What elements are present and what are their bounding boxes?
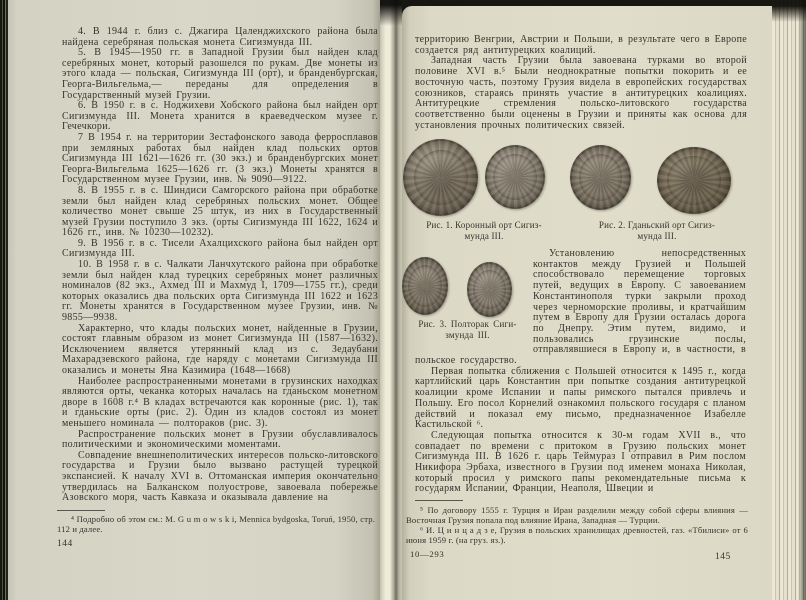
right-page — [402, 6, 772, 600]
page-number: 144 — [57, 539, 73, 549]
paragraph: 7 В 1954 г. на территории Зестафонского завода ферросплавов при земляных работах был найден клад польских ортов Сигизмунда III 1621—1626 гг. (30 экз.) и бранденбургских монет Георга-Вильгельма 1625—1626 гг. (3 экз.) Монеты хранятся в Государственном музее Грузии, инв. № 9090—9122. — [62, 131, 378, 186]
paragraph: 8. В 1955 г. в с. Шиндиси Самгорского района при обработке земли был найден клад серебряных польских монет. Общее количество монет свыше 25 штук, из них в Государственный музей Грузии поступило 3 экз. (орты Сигизмунда III 1622, 1624 и 1626 гг., инв. № 10230—10232). — [62, 184, 378, 239]
paragraph: Первая попытка сближения с Польшей относится к 1495 г., когда картлийский царь Константин при попытке создания антитурецкой коалиции кроме Испании и папы римского пытался привлечь и Польшу. Его посол Корнелий ознакомил польского государя с планом действий и показал ему письмо, предназначенное Изабелле Кастильской ⁶. — [415, 365, 746, 431]
footnote: ⁵ По договору 1555 г. Турция и Иран разделили между собой сферы влияния — Восточная Грузия попала под влияние Ирана, Западная — Турции. — [406, 505, 748, 525]
paragraph: Наиболее распространенными монетами в грузинских находках являются орты, чеканка которых началась на гданьском монетном дворе в 1608 г.⁴ В кладах встречаются как коронные (рис. 1), так и гданьские орты (рис. 2). Один из кладов состоял из монет меньшего номинала — полтораков (рис. 3). — [62, 375, 378, 429]
coin-photo-fig3-obverse — [402, 257, 448, 315]
coin-photo-fig3-reverse — [467, 262, 512, 317]
page-number: 145 — [715, 552, 731, 562]
book-right-page-edges — [772, 0, 806, 600]
coin-photo-fig2-obverse — [570, 145, 631, 210]
right-page-top-text-block — [415, 35, 747, 131]
footnote-separator-rule — [415, 500, 463, 501]
paragraph: Западная часть Грузии была завоевана турками во второй половине XVI в.⁵ Были неоднократные попытки покорить и ее восточную часть, поэтому Грузия видела в европейских государствах союзников, стараясь принять участие в антитурецких коалициях. Антитурецкие стремления польско-литовского государства соответственно были оценены в Грузии и приняты как основа для установления прочных политических связей. — [415, 55, 747, 131]
footnote: ⁴ Подробно об этом см.: M. G u m o w s k i, Mennica bydgoska, Toruń, 1950, стр. 112 и далее. — [57, 514, 375, 534]
book-binding-gutter — [378, 0, 402, 600]
paragraph: 4. В 1944 г. близ с. Джагира Цаленджихского района была найдена серебряная польская монета Сигизмунда III. — [62, 26, 378, 48]
paragraph: Установлению непосредственных контактов между Грузией и Польшей способствовало перемещение торговых путей, ведущих в Европу. С завоеванием Константинополя турки закрыли проход через черноморские проливы, и кратчайшим путем в Европу для Грузии осталась дорога по Днепру. Этим путем, видимо, и пользовались грузинские послы, отправлявшиеся в Европу и, в частности, в польское государство. — [415, 248, 746, 367]
figure-2-caption-line2: мунда III. — [637, 230, 677, 241]
left-page — [8, 0, 380, 600]
left-page-text-block — [62, 27, 378, 504]
figure-3 — [402, 249, 533, 349]
coin-photo-fig2-reverse — [657, 147, 731, 214]
paragraph: Распространение польских монет в Грузии обуславливалось политическими и экономическими моментами. — [62, 428, 378, 451]
right-page-mid-text-block — [402, 249, 748, 495]
figure-1-caption-line2: мунда III. — [464, 230, 504, 241]
paragraph: 5. В 1945—1950 гг. в Западной Грузии был найден клад серебряных монет, который разошелся по рукам. Две монеты из этого клада — польская, Сигизмунда III (орт), и бранденбургская, Георга-Вильгельма,— переданы для определения в Государственный музей Грузии. — [62, 47, 378, 101]
paragraph: Совпадение внешнеполитических интересов польско-литовского государства и Грузии было вызвано растущей турецкой экспансией. К началу XVI в. Оттоманская империя окончательно утвердилась на Балканском полуострове, завоевала побережье Азовского моря, часть Кавказа и оказывала давление на — [62, 449, 378, 504]
footnote: ⁶ И. Ц и н ц а д з е, Грузия в польских хранилищах древностей, газ. «Тбилиси» от 6 июня 1959 г. (на груз. яз.). — [406, 524, 748, 545]
coin-photo-fig1-obverse — [403, 139, 478, 216]
figure-3-caption — [402, 319, 533, 340]
footnotes-block — [406, 506, 748, 546]
figure-3-caption-line1: Рис. 3. Полторак Сиги- — [418, 319, 517, 329]
paragraph: 6. В 1950 г. в с. Ноджихеви Хобского района был найден орт Сигизмунда III. Монета хранится в краеведческом музее г. Гечечкори. — [62, 100, 378, 133]
paragraph: 9. В 1956 г. в с. Тисели Ахалцихского района был найден орт Сигизмунда III. — [62, 237, 378, 260]
paragraph: Следующая попытка относится к 30-м годам XVII в., что совпадает по времени с притоком в Грузию польских монет Сигизмунда III. В 1626 г. царь Теймураз I отправил в Рим послом Никифора Эрбаха, известного в Грузии под именем монаха Николая, который просил у римского папы рекомендательные письма к государям Испании, Франции, Неаполя, Швеции и — [415, 429, 746, 495]
figure-1-caption — [410, 220, 558, 241]
coin-photo-fig1-reverse — [485, 145, 545, 209]
figure-2-caption — [565, 220, 749, 241]
footnote-separator-rule — [57, 510, 105, 511]
figure-1-caption-line1: Рис. 1. Коронный орт Сигиз- — [426, 220, 542, 230]
printers-signature-mark: 10—293 — [410, 549, 445, 559]
figure-3-caption-line2: змунда III. — [445, 329, 490, 340]
paragraph: Характерно, что клады польских монет, найденные в Грузии, состоят главным образом из монет Сигизмунда III (1587—1632). Исключением является утерянный клад из с. Зедаубани Махарадзевского района, где наряду с монетами Сигизмунда III оказались и монеты Яна Казимира (1648—1668) — [62, 322, 378, 376]
figure-2-caption-line1: Рис. 2. Гданьский орт Сигиз- — [598, 220, 716, 230]
figure-row-coins — [402, 134, 750, 248]
paragraph: территорию Венгрии, Австрии и Польши, в результате чего в Европе создается ряд антитурецких коалиций. — [415, 34, 747, 56]
paragraph: 10. В 1958 г. в с. Чалкати Ланчхутского района при обработке земли был найден клад турецких серебряных монет различных номиналов (82 экз., Ахмед III и Махмуд I, 1709—1755 гг.), среди которых оказались два польских орта Сигизмунда III 1622 и 1623 гг. Монеты хранятся в Государственном музее Грузии, инв. № 9855—9938. — [62, 259, 378, 324]
